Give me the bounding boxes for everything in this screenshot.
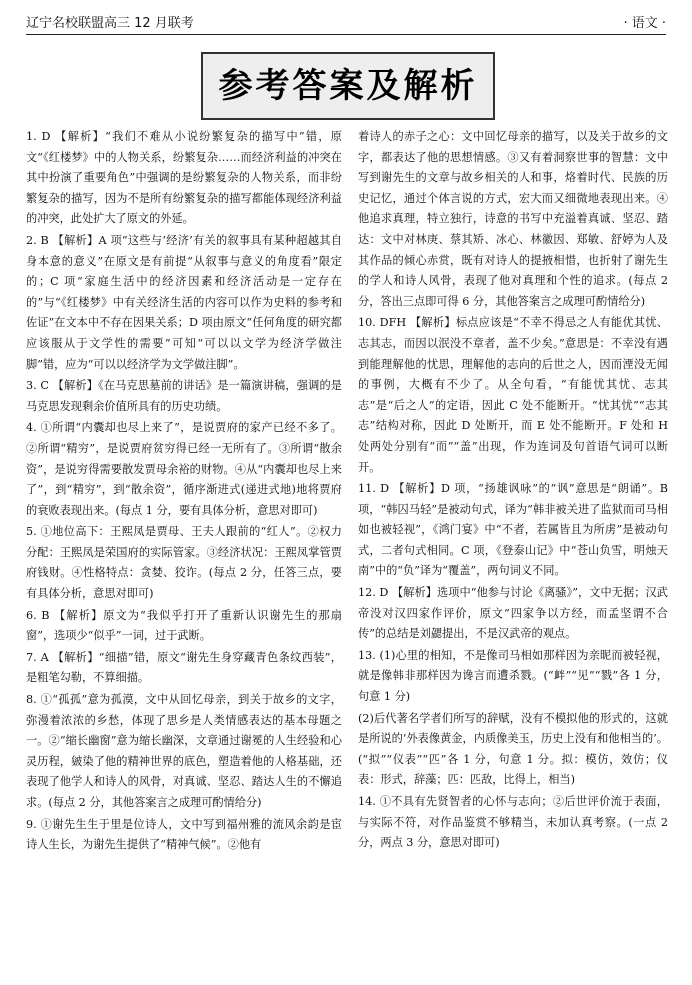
answer-item: 13. (1)心里的相知，不是像司马相如那样因为亲昵而被轻视，就是像韩非那样因为谗言而遭杀戮。(“衅”“见”“戮”各 1 分，句意 1 分)	[358, 648, 668, 704]
answer-item: 12. D 【解析】选项中“他参与讨论《离骚》”，文中无据；汉武帝没对汉四家作评价，原文“四家争以方经，而孟坚谓不合传”的总结是刘勰提出，不是汉武帝的观点。	[358, 586, 668, 641]
answer-item: 9. ①谢先生生于里是位诗人，文中写到福州雅的流风余韵是宦诗人生长，为谢先生提供了“精神气候”。②他有	[26, 817, 342, 852]
answer-item: 10. DFH 【解析】标点应该是“不幸不得忌之人有能优其忧、志其志，而因以泯没不章者，盖不少矣。”意思是：不幸没有遇到能理解他的忧思，理解他的志向的后世之人，因而湮没无闻的事例，大概有不少了。从全句看，“有能忧其忧、志其志”是“后之人”的定语，因此 C 处不能断开。“忧其忧”“志其志”结构对称，因此 D 处断开，而 E 处不能断开。F 处和 H 处两处分别有“而”“盖”出现，作为连词及句首语气词可以断开。	[358, 316, 668, 474]
answer-item: 8. ①“孤孤”意为孤漠，文中从回忆母亲，到关于故乡的文字，弥漫着浓浓的乡愁，体现了思乡是人类情感表达的基本母题之一。②“缩长幽窗”意为缩长幽深，文章通过谢冕的人生经验和心灵历程，皴染了他的精神世界的底色，塑造着他的人格基础，还表现了他学人和诗人的风骨，对真诚、坚忍、踏达人生的不懈追求。(每点 2 分，其他答案言之成理可酌情给分)	[26, 693, 342, 809]
answer-item: 2. B 【解析】A 项“这些与‘经济’有关的叙事具有某种超越其自身本意的意义”在原文是有前提“从叙事与意义的角度看”限定的；C 项“家庭生活中的经济因素和经济活动是一定存在的”与“《红楼梦》中有关经济生活的内容可以作为史料的参考和佐证”在文本中不存在因果关系；D 项由原文“任何角度的研究都应该服从于文学性的需要”可知“可以以文学为经济学做注脚”错，应为“可以以经济学为文学做注脚”。	[26, 233, 342, 371]
answer-item: 5. ①地位高下：王熙凤是贾母、王夫人跟前的“红人”。②权力分配：王熙凤是荣国府的实际管家。③经济状况：王熙凤掌管贾府钱财。④性格特点：贪婪、狡诈。(每点 2 分，任答三点，要有具体分析，意思对即可)	[26, 525, 342, 601]
answer-item: 3. C 【解析】《在马克思墓前的讲话》是一篇演讲稿，强调的是马克思发现剩余价值所具有的历史功绩。	[26, 379, 342, 413]
answer-item: 着诗人的赤子之心：文中回忆母亲的描写，以及关于故乡的文字，都表达了他的思想情感。③又有着洞察世事的智慧：文中写到谢先生的文章与故乡相关的人和事，烙着时代、民族的历史记忆，通过个体言说的方式，宏大而又细微地表现出来。④他追求真理，特立独行，诗意的书写中充溢着真诚、坚忍、踏达：文中对林庚、蔡其矫、冰心、林徽因、郑敏、舒婷为人及其作品的倾心赤赏，既有对诗人的提掖相惜，也折射了谢先生的学人和诗人风骨，表现了他对真理和个性的追求。(每点 2 分，答出三点即可得 6 分，其他答案言之成理可酌情给分)	[358, 130, 668, 308]
answer-item: 6. B 【解析】原文为“我似乎打开了重新认识谢先生的那扇窗”，选项少“似乎”一词，过于武断。	[26, 608, 342, 643]
subject-label: · 语文 ·	[623, 16, 666, 31]
left-column	[26, 127, 342, 857]
answer-item: 11. D 【解析】D 项，“扬雄讽咏”的“讽”意思是“朗诵”。B 项，“韩囚马轻”是被动句式，译为“韩非被关进了监狱而司马相如也被轻视”，《鸿门宴》中“不者，若属皆且为所虏”是被动句式，二者句式相同。C 项，《登泰山记》中“苍山负雪，明烛天南”中的“负”译为“覆盖”，两句词义不同。	[358, 482, 668, 578]
answer-item: 7. A 【解析】“细描”错，原文“谢先生身穿藏青色条纹西装”，是粗笔勾勒，不算细描。	[26, 650, 342, 685]
right-column	[358, 127, 668, 855]
page-header	[26, 8, 666, 35]
answer-item: 4. ①所谓“内囊却也尽上来了”，是说贾府的家产已经不多了。②所谓“精穷”，是说贾府贫穷得已经一无所有了。③所谓“散余资”，是说穷得需要散发贾母余裕的财物。④从“内囊却也尽上来了”，到“精穷”，到“散余资”，循序渐进式(递进式地)地将贾府的衰败表现出来。(每点 1 分，要有具体分析，意思对即可)	[26, 421, 342, 517]
exam-name: 辽宁名校联盟高三 12 月联考	[26, 16, 194, 31]
answer-item: 14. ①不具有先贤智者的心怀与志向；②后世评价流于表面，与实际不符，对作品鉴赏不够精当，未加认真考察。(一点 2 分，两点 3 分，意思对即可)	[358, 795, 668, 850]
answer-item: 1. D 【解析】“我们不难从小说纷繁复杂的描写中”错，原文“《红楼梦》中的人物关系，纷繁复杂……而经济利益的冲突在其中扮演了重要角色”中强调的是纷繁复杂的人物关系，而非纷繁复杂的描写，因为不是所有纷繁复杂的描写都能体现经济利益的冲突，此处扩大了原文的外延。	[26, 130, 342, 226]
page-title: 参考答案及解析	[201, 52, 495, 120]
answer-item: (2)后代著名学者们所写的辞赋，没有不模拟他的形式的，这就是所说的‘外表像黄金，内质像美玉，历史上没有和他相当的’。(“拟”“仪表”“匹”各 1 分，句意 1 分。拟：模仿，效仿；仪表：形式，辞藻；匹：匹敌，比得上，相当)	[358, 711, 668, 787]
